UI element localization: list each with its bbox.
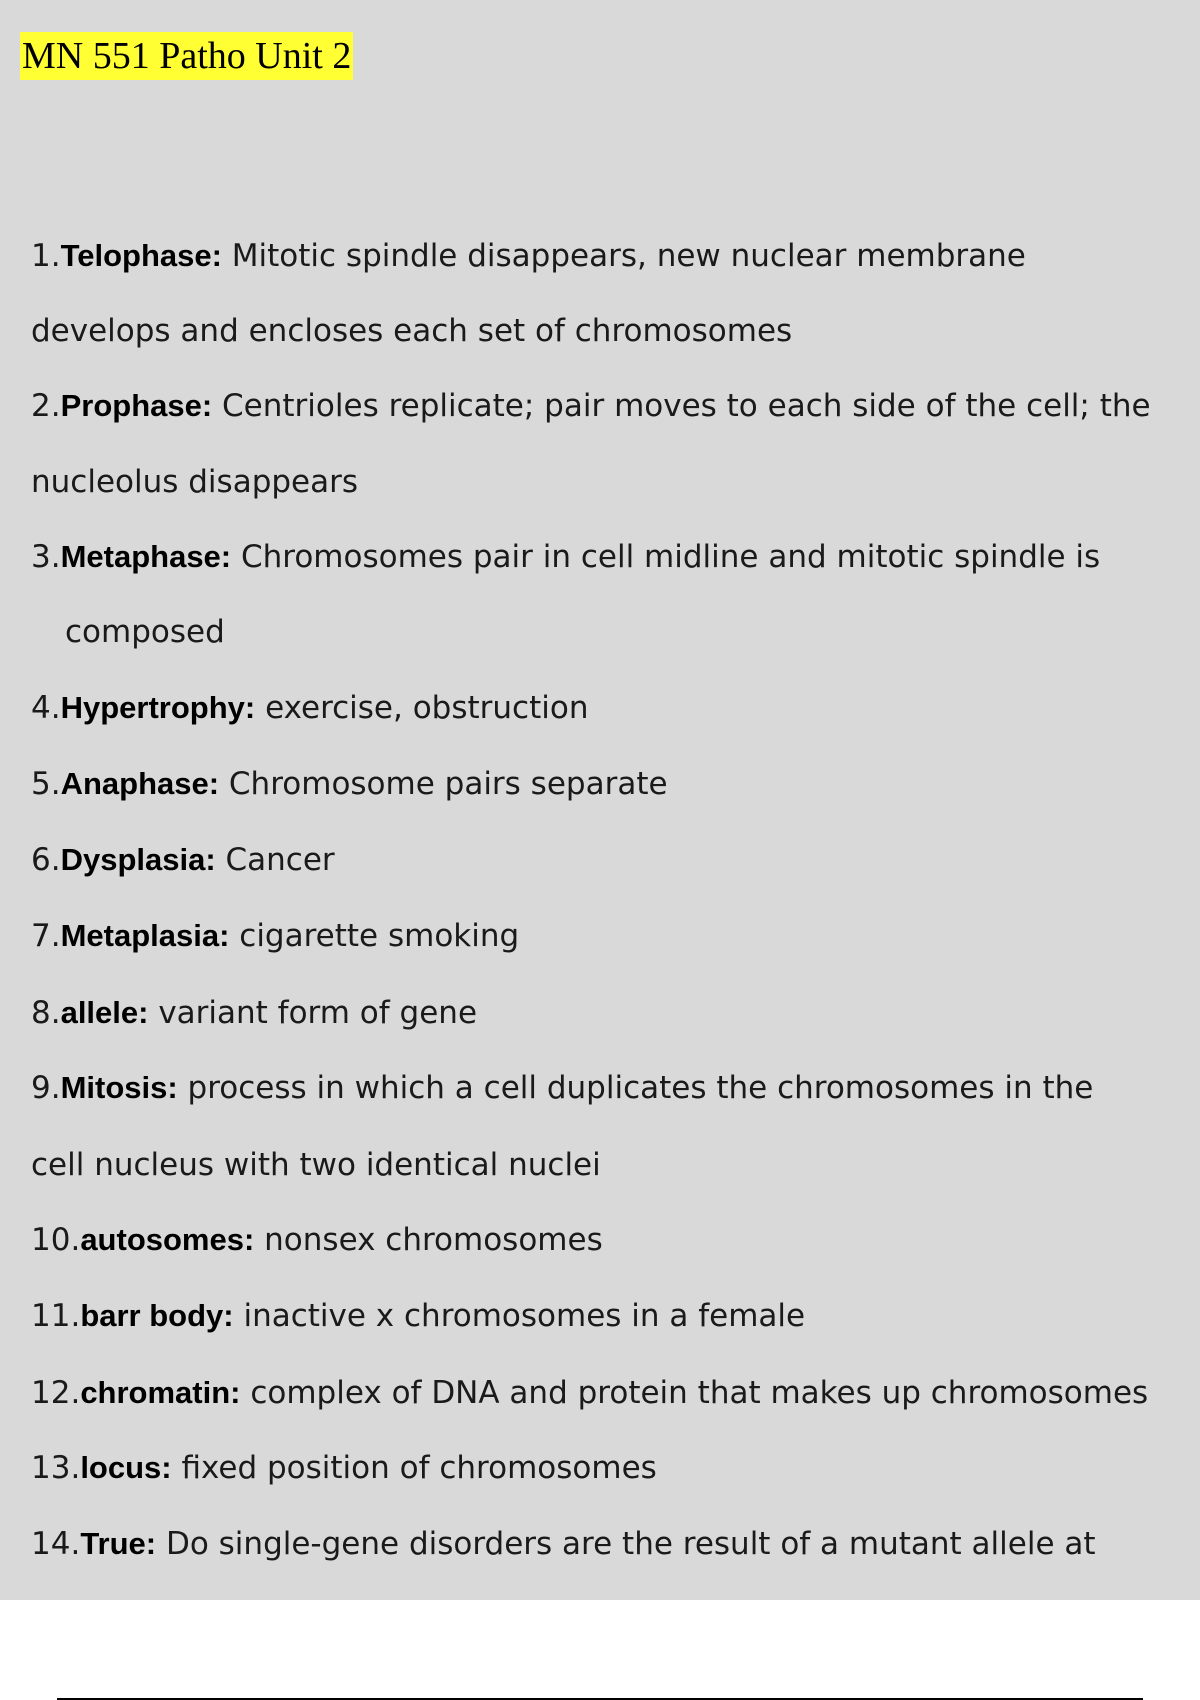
list-item [31,766,668,802]
item-term: Prophase: [60,388,213,423]
item-number: 6. [31,842,61,878]
item-number: 14. [31,1526,81,1562]
item-number: 4. [31,690,61,726]
item-definition: inactive x chromosomes in a female [233,1298,806,1334]
item-number: 1. [31,238,61,274]
list-item [31,1450,657,1486]
item-number: 3. [31,539,61,575]
document-title: MN 551 Patho Unit 2 [20,32,353,80]
list-item [31,388,1151,424]
list-item [31,1298,805,1334]
item-term: True: [80,1526,157,1561]
item-term: Metaphase: [60,539,232,574]
item-definition: fixed position of chromosomes [171,1450,657,1486]
item-definition: Chromosomes pair in cell midline and mitotic spindle is [231,539,1101,575]
item-definition: process in which a cell duplicates the chromosomes in the [177,1070,1094,1106]
item-definition-continued: develops and encloses each set of chromosomes [31,313,793,349]
list-item [31,1375,1148,1411]
item-number: 13. [31,1450,81,1486]
item-definition: complex of DNA and protein that makes up chromosomes [240,1375,1149,1411]
item-number: 5. [31,766,61,802]
item-term: Mitosis: [60,1070,178,1105]
item-definition: nonsex chromosomes [254,1222,603,1258]
item-number: 10. [31,1222,81,1258]
item-term: Anaphase: [60,766,220,801]
item-term: chromatin: [80,1375,241,1410]
item-definition: exercise, obstruction [255,690,589,726]
item-term: locus: [80,1450,172,1485]
item-term: Metaplasia: [60,918,230,953]
item-definition: Do single-gene disorders are the result of a mutant allele at [156,1526,1096,1562]
list-item [31,690,588,726]
item-term: barr body: [80,1298,234,1333]
item-term: Telophase: [60,238,222,273]
list-item [31,238,1026,274]
item-number: 12. [31,1375,81,1411]
list-item [31,842,335,878]
list-item [31,539,1100,575]
item-term: allele: [60,995,149,1030]
item-definition: cigarette smoking [229,918,520,954]
list-item [31,918,519,954]
item-number: 9. [31,1070,61,1106]
item-definition: variant form of gene [148,995,478,1031]
item-definition: Chromosome pairs separate [219,766,668,802]
list-item [31,995,477,1031]
item-number: 7. [31,918,61,954]
item-number: 8. [31,995,61,1031]
item-term: autosomes: [80,1222,255,1257]
item-definition: Mitotic spindle disappears, new nuclear membrane [221,238,1026,274]
list-item [31,1526,1096,1562]
list-item [31,1222,603,1258]
item-definition-continued: composed [65,614,225,650]
item-term: Dysplasia: [60,842,216,877]
item-term: Hypertrophy: [60,690,256,725]
item-definition: Cancer [215,842,335,878]
item-definition: Centrioles replicate; pair moves to each side of the cell; the [212,388,1151,424]
item-definition-continued: cell nucleus with two identical nuclei [31,1147,601,1183]
item-definition-continued: nucleolus disappears [31,464,359,500]
list-item [31,1070,1093,1106]
item-number: 11. [31,1298,81,1334]
item-number: 2. [31,388,61,424]
